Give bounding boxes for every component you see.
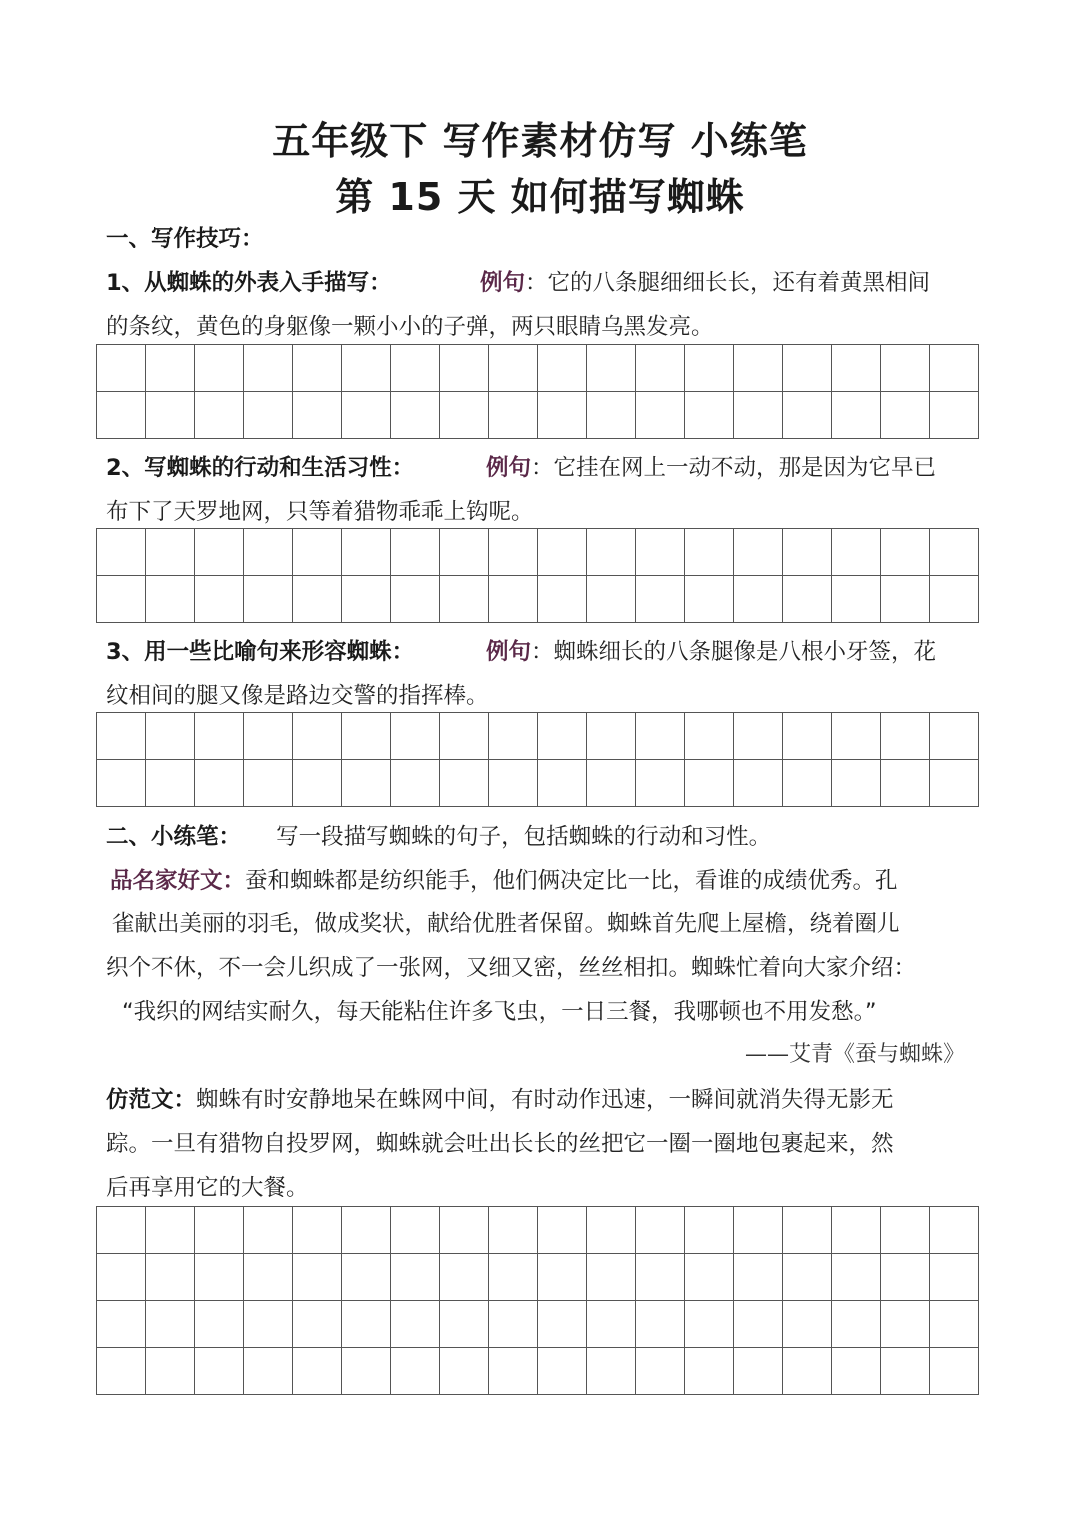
grid-cell[interactable] — [97, 576, 146, 623]
model-line1: 蜘蛛有时安静地呆在蛛网中间，有时动作迅速，一瞬间就消失得无影无 — [196, 1087, 894, 1113]
grid-cell[interactable] — [489, 1207, 538, 1254]
grid-cell[interactable] — [587, 713, 636, 760]
grid-cell[interactable] — [734, 392, 783, 439]
grid-cell[interactable] — [440, 576, 489, 623]
grid-cell[interactable] — [881, 1207, 930, 1254]
grid-cell[interactable] — [734, 576, 783, 623]
grid-cell[interactable] — [342, 713, 391, 760]
grid-cell[interactable] — [97, 1348, 146, 1395]
grid-cell[interactable] — [195, 392, 244, 439]
grid-row — [97, 1301, 979, 1348]
grid-cell[interactable] — [440, 1207, 489, 1254]
grid-row — [97, 760, 979, 807]
grid-cell[interactable] — [881, 576, 930, 623]
grid-cell[interactable] — [195, 529, 244, 576]
grid-cell[interactable] — [636, 392, 685, 439]
technique-2-example-text: ：它挂在网上一动不动，那是因为它早已 — [531, 455, 937, 481]
grid-cell[interactable] — [783, 529, 832, 576]
grid-cell[interactable] — [783, 576, 832, 623]
grid-cell[interactable] — [293, 713, 342, 760]
grid-cell[interactable] — [391, 392, 440, 439]
grid-cell[interactable] — [832, 760, 881, 807]
grid-cell[interactable] — [881, 1348, 930, 1395]
grid-cell[interactable] — [146, 576, 195, 623]
grid-cell[interactable] — [685, 1254, 734, 1301]
grid-cell[interactable] — [293, 760, 342, 807]
technique-1-label: 1、从蜘蛛的外表入手描写： — [106, 270, 392, 296]
grid-cell[interactable] — [783, 1348, 832, 1395]
famous-line2: 雀献出美丽的羽毛，做成奖状，献给优胜者保留。蜘蛛首先爬上屋檐，绕着圈儿 — [112, 911, 900, 937]
grid-cell[interactable] — [342, 1254, 391, 1301]
grid-row — [97, 713, 979, 760]
grid-cell[interactable] — [636, 760, 685, 807]
grid-cell[interactable] — [636, 1348, 685, 1395]
grid-cell[interactable] — [832, 1301, 881, 1348]
grid-cell[interactable] — [587, 1254, 636, 1301]
grid-cell[interactable] — [783, 760, 832, 807]
grid-cell[interactable] — [489, 576, 538, 623]
grid-cell[interactable] — [195, 760, 244, 807]
grid-cell[interactable] — [832, 392, 881, 439]
grid-cell[interactable] — [734, 529, 783, 576]
grid-cell[interactable] — [440, 760, 489, 807]
grid-cell[interactable] — [587, 345, 636, 392]
grid-cell[interactable] — [391, 1254, 440, 1301]
grid-cell[interactable] — [734, 1301, 783, 1348]
grid-cell[interactable] — [440, 713, 489, 760]
grid-cell[interactable] — [685, 529, 734, 576]
grid-cell[interactable] — [783, 1301, 832, 1348]
grid-cell[interactable] — [832, 576, 881, 623]
grid-cell[interactable] — [293, 1207, 342, 1254]
grid-cell[interactable] — [195, 713, 244, 760]
grid-cell[interactable] — [489, 713, 538, 760]
section1-heading: 一、写作技巧： — [106, 226, 264, 252]
grid-cell[interactable] — [293, 1348, 342, 1395]
grid-cell[interactable] — [538, 1348, 587, 1395]
grid-cell[interactable] — [685, 1301, 734, 1348]
grid-cell[interactable] — [293, 529, 342, 576]
grid-cell[interactable] — [538, 1207, 587, 1254]
grid-cell[interactable] — [832, 345, 881, 392]
grid-cell[interactable] — [587, 760, 636, 807]
grid-cell[interactable] — [685, 1348, 734, 1395]
model-text-line1 — [106, 1083, 986, 1117]
grid-cell[interactable] — [195, 1301, 244, 1348]
grid-row — [97, 1348, 979, 1395]
grid-cell[interactable] — [930, 1207, 979, 1254]
grid-cell[interactable] — [342, 576, 391, 623]
famous-text-line1 — [110, 864, 990, 898]
example-label: 例句 — [486, 455, 532, 481]
grid-cell[interactable] — [881, 529, 930, 576]
grid-cell[interactable] — [538, 1254, 587, 1301]
grid-cell[interactable] — [881, 760, 930, 807]
grid-cell[interactable] — [538, 529, 587, 576]
grid-cell[interactable] — [146, 529, 195, 576]
grid-cell[interactable] — [244, 713, 293, 760]
example-label: 例句 — [486, 639, 532, 665]
grid-cell[interactable] — [342, 529, 391, 576]
grid-cell[interactable] — [244, 392, 293, 439]
grid-cell[interactable] — [783, 1207, 832, 1254]
grid-cell[interactable] — [930, 1348, 979, 1395]
grid-row — [97, 392, 979, 439]
grid-cell[interactable] — [244, 576, 293, 623]
grid-cell[interactable] — [440, 1348, 489, 1395]
grid-cell[interactable] — [489, 529, 538, 576]
grid-cell[interactable] — [293, 392, 342, 439]
grid-cell[interactable] — [538, 1301, 587, 1348]
grid-cell[interactable] — [636, 345, 685, 392]
grid-cell[interactable] — [440, 1254, 489, 1301]
grid-cell[interactable] — [146, 1348, 195, 1395]
grid-cell[interactable] — [587, 1301, 636, 1348]
technique-1-example — [480, 266, 930, 300]
technique-3-example — [486, 635, 936, 669]
grid-cell[interactable] — [734, 1348, 783, 1395]
grid-cell[interactable] — [685, 345, 734, 392]
famous-line4: “我织的网结实耐久，每天能粘住许多飞虫，一日三餐，我哪顿也不用发愁。” — [122, 999, 877, 1025]
grid-cell[interactable] — [146, 345, 195, 392]
grid-cell[interactable] — [97, 345, 146, 392]
writing-grid-4[interactable] — [96, 1206, 979, 1395]
grid-cell[interactable] — [538, 392, 587, 439]
grid-cell[interactable] — [391, 1348, 440, 1395]
grid-cell[interactable] — [930, 392, 979, 439]
grid-cell[interactable] — [97, 529, 146, 576]
grid-cell[interactable] — [391, 345, 440, 392]
grid-cell[interactable] — [391, 1301, 440, 1348]
technique-3-example-cont: 纹相间的腿又像是路边交警的指挥棒。 — [106, 683, 489, 709]
grid-cell[interactable] — [146, 713, 195, 760]
grid-cell[interactable] — [783, 713, 832, 760]
grid-cell[interactable] — [342, 1207, 391, 1254]
grid-cell[interactable] — [930, 576, 979, 623]
grid-cell[interactable] — [489, 760, 538, 807]
grid-row — [97, 1254, 979, 1301]
grid-cell[interactable] — [881, 345, 930, 392]
grid-cell[interactable] — [342, 1301, 391, 1348]
famous-label: 品名家好文： — [110, 868, 246, 894]
grid-cell[interactable] — [97, 1254, 146, 1301]
grid-cell[interactable] — [244, 1254, 293, 1301]
grid-cell[interactable] — [489, 1301, 538, 1348]
grid-cell[interactable] — [538, 576, 587, 623]
section2-heading: 二、小练笔： — [106, 824, 242, 850]
grid-cell[interactable] — [685, 713, 734, 760]
grid-cell[interactable] — [685, 760, 734, 807]
grid-cell[interactable] — [489, 1254, 538, 1301]
page-subtitle: 第 15 天 如何描写蜘蛛 — [335, 175, 745, 219]
grid-cell[interactable] — [391, 576, 440, 623]
grid-cell[interactable] — [489, 345, 538, 392]
technique-2-label: 2、写蜘蛛的行动和生活习性： — [106, 455, 415, 481]
grid-cell[interactable] — [832, 713, 881, 760]
grid-cell[interactable] — [293, 576, 342, 623]
writing-grid-3[interactable] — [96, 712, 979, 807]
technique-2-example-cont: 布下了天罗地网，只等着猎物乖乖上钩呢。 — [106, 499, 534, 525]
grid-cell[interactable] — [685, 1207, 734, 1254]
grid-cell[interactable] — [734, 1254, 783, 1301]
grid-cell[interactable] — [440, 392, 489, 439]
grid-cell[interactable] — [342, 392, 391, 439]
grid-cell[interactable] — [734, 713, 783, 760]
grid-cell[interactable] — [391, 760, 440, 807]
grid-cell[interactable] — [244, 529, 293, 576]
grid-cell[interactable] — [734, 1207, 783, 1254]
technique-1 — [106, 266, 986, 300]
grid-cell[interactable] — [636, 1301, 685, 1348]
grid-cell[interactable] — [930, 1254, 979, 1301]
technique-2-example — [486, 451, 936, 485]
grid-cell[interactable] — [342, 345, 391, 392]
grid-cell[interactable] — [930, 345, 979, 392]
grid-cell[interactable] — [342, 1348, 391, 1395]
grid-cell[interactable] — [391, 713, 440, 760]
grid-cell[interactable] — [342, 760, 391, 807]
model-line2: 踪。一旦有猎物自投罗网，蜘蛛就会吐出长长的丝把它一圈一圈地包裹起来，然 — [106, 1131, 894, 1157]
grid-cell[interactable] — [685, 392, 734, 439]
grid-cell[interactable] — [391, 529, 440, 576]
grid-cell[interactable] — [587, 1348, 636, 1395]
grid-cell[interactable] — [930, 760, 979, 807]
grid-row — [97, 345, 979, 392]
grid-cell[interactable] — [538, 760, 587, 807]
grid-cell[interactable] — [636, 713, 685, 760]
grid-cell[interactable] — [195, 576, 244, 623]
section2-heading-row — [106, 820, 986, 854]
grid-cell[interactable] — [195, 1254, 244, 1301]
grid-cell[interactable] — [783, 392, 832, 439]
grid-cell[interactable] — [587, 576, 636, 623]
page-title: 五年级下 写作素材仿写 小练笔 — [272, 119, 808, 163]
grid-cell[interactable] — [587, 1207, 636, 1254]
grid-cell[interactable] — [587, 529, 636, 576]
famous-line1: 蚕和蜘蛛都是纺织能手，他们俩决定比一比，看谁的成绩优秀。孔 — [245, 868, 898, 894]
grid-cell[interactable] — [440, 345, 489, 392]
grid-cell[interactable] — [636, 1207, 685, 1254]
grid-cell[interactable] — [881, 1301, 930, 1348]
technique-3 — [106, 635, 986, 669]
grid-cell[interactable] — [783, 1254, 832, 1301]
famous-attribution: ——艾青《蚕与蜘蛛》 — [744, 1042, 965, 1067]
technique-1-example-text: ：它的八条腿细细长长，还有着黄黑相间 — [525, 270, 931, 296]
grid-cell[interactable] — [489, 392, 538, 439]
grid-cell[interactable] — [293, 1301, 342, 1348]
technique-2 — [106, 451, 986, 485]
grid-cell[interactable] — [440, 529, 489, 576]
grid-cell[interactable] — [244, 345, 293, 392]
grid-cell[interactable] — [636, 1254, 685, 1301]
grid-cell[interactable] — [97, 1207, 146, 1254]
technique-3-label: 3、用一些比喻句来形容蜘蛛： — [106, 639, 415, 665]
grid-cell[interactable] — [391, 1207, 440, 1254]
grid-cell[interactable] — [538, 345, 587, 392]
grid-cell[interactable] — [244, 760, 293, 807]
grid-cell[interactable] — [244, 1301, 293, 1348]
grid-cell[interactable] — [930, 1301, 979, 1348]
grid-cell[interactable] — [832, 529, 881, 576]
grid-cell[interactable] — [685, 576, 734, 623]
grid-cell[interactable] — [881, 1254, 930, 1301]
grid-cell[interactable] — [636, 576, 685, 623]
grid-cell[interactable] — [244, 1207, 293, 1254]
grid-cell[interactable] — [930, 529, 979, 576]
grid-cell[interactable] — [489, 1348, 538, 1395]
grid-cell[interactable] — [587, 392, 636, 439]
grid-cell[interactable] — [832, 1207, 881, 1254]
grid-cell[interactable] — [832, 1254, 881, 1301]
grid-cell[interactable] — [832, 1348, 881, 1395]
grid-cell[interactable] — [97, 1301, 146, 1348]
grid-cell[interactable] — [881, 713, 930, 760]
grid-cell[interactable] — [195, 1207, 244, 1254]
grid-cell[interactable] — [146, 1301, 195, 1348]
writing-grid-2[interactable] — [96, 528, 979, 623]
model-label: 仿范文： — [106, 1087, 197, 1113]
grid-cell[interactable] — [146, 1254, 195, 1301]
grid-row — [97, 576, 979, 623]
grid-cell[interactable] — [97, 713, 146, 760]
famous-line3: 织个不休，不一会儿织成了一张网，又细又密，丝丝相扣。蜘蛛忙着向大家介绍： — [106, 955, 917, 981]
section2-task: 写一段描写蜘蛛的句子，包括蜘蛛的行动和习性。 — [276, 824, 772, 850]
grid-cell[interactable] — [195, 1348, 244, 1395]
grid-cell[interactable] — [734, 760, 783, 807]
grid-cell[interactable] — [881, 392, 930, 439]
example-label: 例句 — [480, 270, 526, 296]
writing-grid-1[interactable] — [96, 344, 979, 439]
grid-cell[interactable] — [146, 1207, 195, 1254]
grid-row — [97, 529, 979, 576]
grid-cell[interactable] — [97, 760, 146, 807]
grid-cell[interactable] — [734, 345, 783, 392]
grid-cell[interactable] — [244, 1348, 293, 1395]
technique-3-example-text: ：蜘蛛细长的八条腿像是八根小牙签，花 — [531, 639, 937, 665]
grid-cell[interactable] — [440, 1301, 489, 1348]
grid-row — [97, 1207, 979, 1254]
grid-cell[interactable] — [636, 529, 685, 576]
model-line3: 后再享用它的大餐。 — [106, 1175, 309, 1201]
technique-1-example-cont: 的条纹，黄色的身躯像一颗小小的子弹，两只眼睛乌黑发亮。 — [106, 314, 714, 340]
grid-cell[interactable] — [195, 345, 244, 392]
grid-cell[interactable] — [146, 760, 195, 807]
grid-cell[interactable] — [783, 345, 832, 392]
grid-cell[interactable] — [293, 1254, 342, 1301]
grid-cell[interactable] — [97, 392, 146, 439]
grid-cell[interactable] — [293, 345, 342, 392]
grid-cell[interactable] — [930, 713, 979, 760]
grid-cell[interactable] — [538, 713, 587, 760]
grid-cell[interactable] — [146, 392, 195, 439]
